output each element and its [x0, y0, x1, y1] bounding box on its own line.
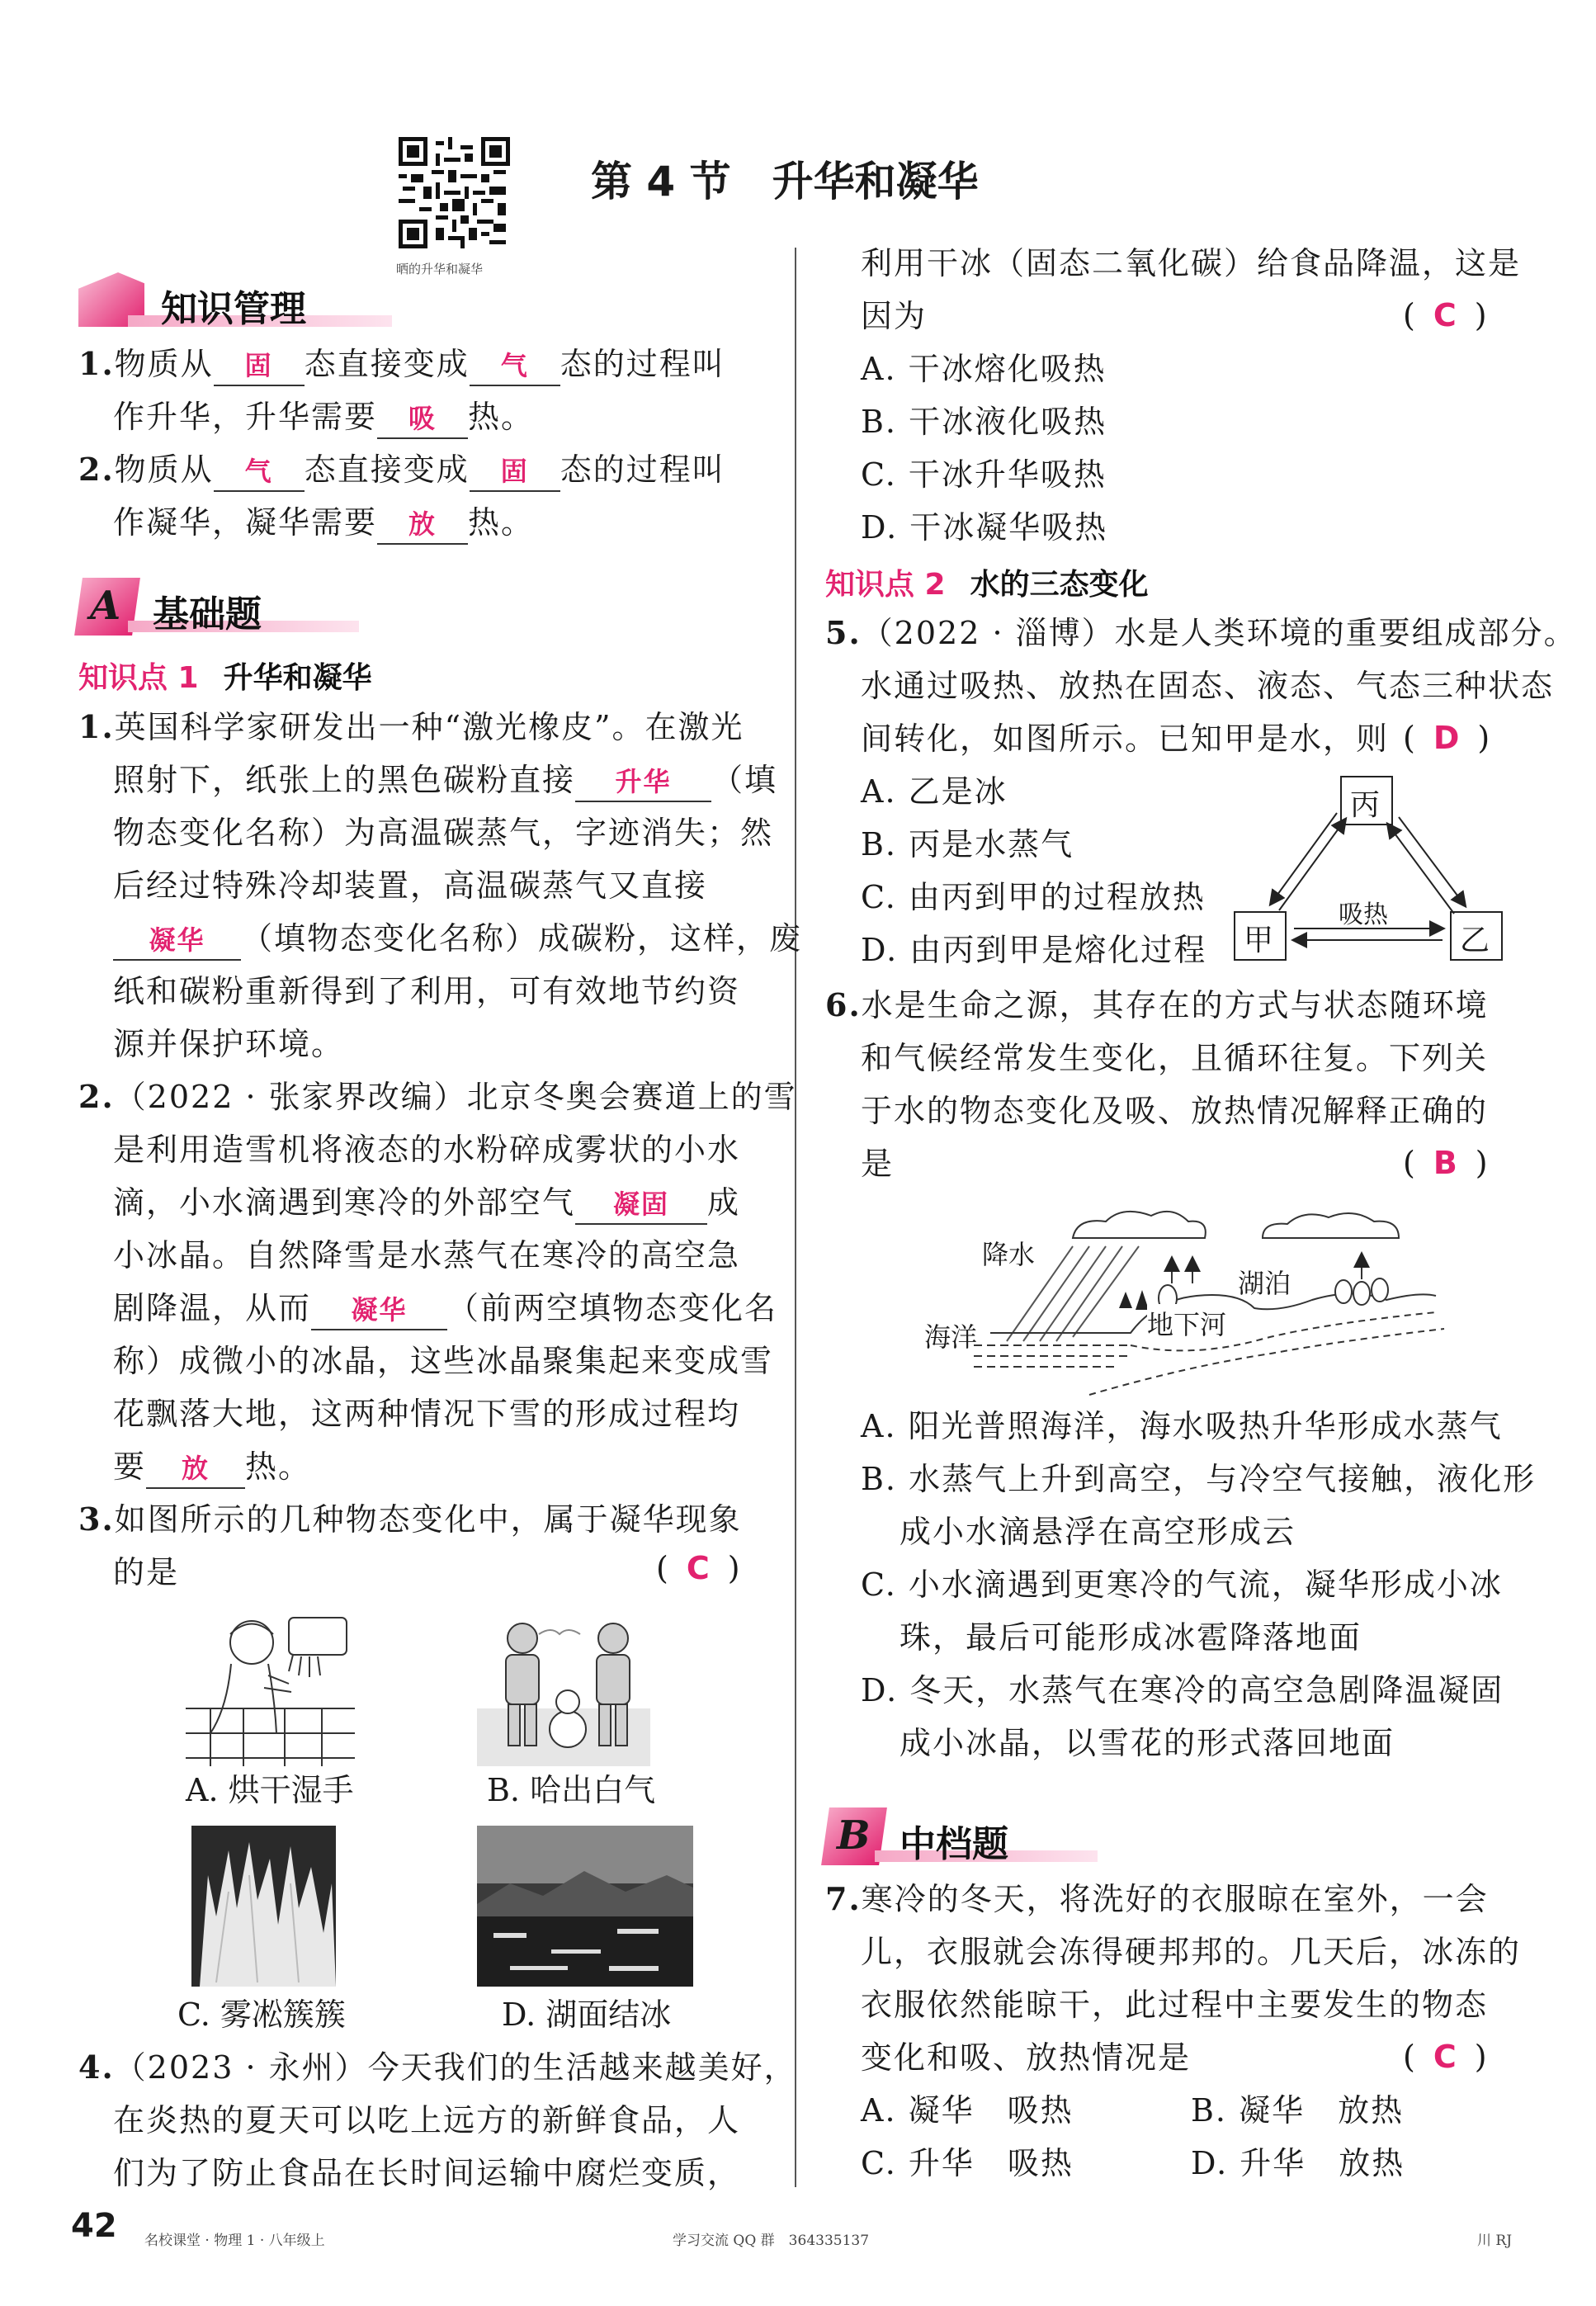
answer: 气: [500, 350, 529, 381]
q7-option-d: D. 升华 放热: [1191, 2145, 1405, 2181]
answer: 放: [408, 508, 437, 540]
q5-answer: ( D ): [1403, 720, 1490, 756]
q6-option-b: B. 水蒸气上升到高空，与冷空气接触，液化形: [861, 1461, 1537, 1497]
section-a-letter: A: [90, 583, 121, 629]
q6-option-c-cont: 珠，最后可能形成冰雹降落地面: [900, 1619, 1362, 1656]
q3-caption-a: A. 烘干湿手: [186, 1772, 354, 1808]
q1-line-5: 凝华 （填物态变化名称）成碳粉，这样，废: [113, 919, 802, 961]
q6-option-d: D. 冬天，水蒸气在寒冷的高空急剧降温凝固: [861, 1672, 1504, 1708]
image-dry-hands: [177, 1609, 363, 1766]
answer: 吸: [408, 403, 437, 434]
q6-line-3: 于水的物态变化及吸、放热情况解释正确的: [861, 1093, 1489, 1129]
answer: 升华: [615, 766, 672, 797]
q6-line-1: 6.水是生命之源，其存在的方式与状态随环境: [825, 986, 1489, 1023]
figure-label-rain: 降水: [982, 1239, 1036, 1270]
figure-label-ocean: 海洋: [924, 1321, 978, 1353]
q5-option-d: D. 由丙到甲是熔化过程: [861, 932, 1207, 968]
q7-line-4: 变化和吸、放热情况是: [861, 2039, 1192, 2076]
q4-line-4: 利用干冰（固态二氧化碳）给食品降温，这是: [861, 245, 1522, 281]
q7-option-b: B. 凝华 放热: [1191, 2092, 1405, 2129]
figure-label-lake: 湖泊: [1238, 1268, 1291, 1299]
q5-option-c: C. 由丙到甲的过程放热: [861, 879, 1206, 915]
q2-line-1: 2.（2022 · 张家界改编）北京冬奥会赛道上的雪: [78, 1078, 797, 1115]
knowledge-point-1: 知识点 1 升华和凝华: [78, 661, 372, 695]
q7-answer: ( C ): [1403, 2039, 1487, 2075]
section-b-letter: B: [837, 1812, 871, 1859]
diagram-node-left: 甲: [1244, 924, 1274, 957]
q7-line-2: 儿，衣服就会冻得硬邦邦的。几天后，冰冻的: [861, 1934, 1522, 1970]
answer: 凝华: [149, 924, 205, 956]
q6-line-4: 是: [861, 1146, 895, 1182]
q4-option-d: D. 干冰凝华吸热: [861, 509, 1108, 546]
q6-option-a: A. 阳光普照海洋，海水吸热升华形成水蒸气: [861, 1408, 1503, 1444]
answer: 固: [500, 456, 529, 487]
knowledge-item-1-cont: 作升华，升华需要 吸 热。: [113, 398, 534, 439]
q5-line-1: 5.（2022 · 淄博）水是人类环境的重要组成部分。: [825, 614, 1577, 651]
q4-answer: ( C ): [1403, 297, 1487, 333]
q7-line-3: 衣服依然能晾干，此过程中主要发生的物态: [861, 1987, 1489, 2023]
q7-option-a: A. 凝华 吸热: [861, 2092, 1074, 2129]
knowledge-heading-title: 知识管理: [161, 288, 306, 330]
knowledge-point-2: 知识点 2 水的三态变化: [825, 568, 1149, 602]
q5-option-b: B. 丙是水蒸气: [861, 826, 1074, 862]
q4-option-a: A. 干冰熔化吸热: [861, 351, 1107, 387]
answer: 凝华: [351, 1294, 408, 1325]
water-cycle-figure: [924, 1201, 1452, 1399]
q3-caption-c: C. 雾凇簇簇: [177, 1996, 346, 2033]
footer-book: 名校课堂 · 物理 1 · 八年级上: [144, 2233, 325, 2249]
section-b-heading: [825, 1807, 1106, 1865]
column-divider: [795, 248, 796, 2187]
knowledge-item-2-cont: 作凝华，凝华需要 放 热。: [113, 503, 534, 545]
q6-option-b-cont: 成小水滴悬浮在高空形成云: [900, 1514, 1296, 1550]
diagram-node-top: 丙: [1350, 788, 1381, 822]
q2-line-6: 称）成微小的冰晶，这些冰晶聚集起来变成雪: [113, 1343, 774, 1379]
q6-answer: ( B ): [1403, 1145, 1488, 1181]
diagram-arrow-label: 吸热: [1339, 900, 1388, 929]
q1-line-7: 源并保护环境。: [113, 1026, 345, 1062]
q4-option-c: C. 干冰升华吸热: [861, 456, 1107, 493]
q6-option-c: C. 小水滴遇到更寒冷的气流，凝华形成小冰: [861, 1566, 1503, 1603]
qr-caption: 晒的升华和凝华: [396, 262, 484, 276]
q4-line-2: 在炎热的夏天可以吃上远方的新鲜食品，人: [113, 2102, 741, 2138]
q4-option-b: B. 干冰液化吸热: [861, 404, 1107, 440]
q7-option-c: C. 升华 吸热: [861, 2145, 1074, 2181]
q1-line-2: 照射下，纸张上的黑色碳粉直接 升华 （填: [113, 761, 777, 802]
q4-line-3: 们为了防止食品在长时间运输中腐烂变质，: [113, 2155, 741, 2191]
q6-option-d-cont: 成小冰晶，以雪花的形式落回地面: [900, 1725, 1395, 1761]
q2-line-2: 是利用造雪机将液态的水粉碎成雾状的小水: [113, 1132, 741, 1168]
knowledge-item-1: 1.物质从 固 态直接变成 气 态的过程叫: [78, 345, 725, 386]
q2-line-3: 滴，小水滴遇到寒冷的外部空气 凝固 成: [113, 1184, 740, 1225]
q2-line-8: 要 放 热。: [113, 1448, 311, 1489]
q1-line-1: 1.英国科学家研发出一种“激光橡皮”。在激光: [78, 708, 744, 745]
figure-label-river: 地下河: [1147, 1304, 1226, 1342]
q3-caption-b: B. 哈出白气: [487, 1772, 656, 1808]
image-breath: [477, 1609, 650, 1766]
q3-line-2: 的是: [113, 1554, 180, 1590]
answer: 凝固: [613, 1188, 670, 1220]
page-number: 42: [71, 2207, 117, 2245]
section-b-title: 中档题: [900, 1823, 1008, 1865]
q1-line-4: 后经过特殊冷却装置，高温碳蒸气又直接: [113, 867, 708, 904]
q3-caption-d: D. 湖面结冰: [502, 1996, 672, 2033]
diagram-node-right: 乙: [1460, 924, 1490, 957]
q2-line-5: 剧降温，从而 凝华 （前两空填物态变化名: [113, 1289, 777, 1330]
section-a-heading: [78, 578, 359, 636]
qr-code[interactable]: [399, 137, 510, 248]
q2-line-7: 花飘落大地，这两种情况下雪的形成过程均: [113, 1396, 741, 1432]
q7-line-1: 7.寒冷的冬天，将洗好的衣服晾在室外，一会: [825, 1880, 1489, 1917]
q6-line-2: 和气候经常发生变化，且循环往复。下列关: [861, 1040, 1489, 1076]
q2-line-4: 小冰晶。自然降雪是水蒸气在寒冷的高空急: [113, 1237, 741, 1273]
footer-qq: 学习交流 QQ 群 364335137: [673, 2233, 870, 2249]
page-title: 第 4 节 升华和凝华: [591, 158, 979, 206]
q3-answer: ( C ): [656, 1550, 740, 1586]
q5-option-a: A. 乙是冰: [861, 773, 1008, 810]
q5-line-2: 水通过吸热、放热在固态、液态、气态三种状态: [861, 668, 1555, 704]
footer-edition: 川 RJ: [1477, 2233, 1513, 2249]
knowledge-heading: [78, 272, 351, 330]
knowledge-item-2: 2.物质从 气 态直接变成 固 态的过程叫: [78, 451, 725, 492]
q1-line-6: 纸和碳粉重新得到了利用，可有效地节约资: [113, 973, 741, 1009]
q5-line-3: 间转化，如图所示。已知甲是水，则: [861, 721, 1390, 757]
answer: 固: [244, 350, 273, 381]
q4-line-5: 因为: [861, 298, 928, 334]
state-change-diagram: [1230, 772, 1510, 970]
q3-line-1: 3.如图所示的几种物态变化中，属于凝华现象: [78, 1500, 742, 1538]
q1-line-3: 物态变化名称）为高温碳蒸气，字迹消失；然: [113, 815, 774, 851]
answer: 气: [244, 456, 273, 487]
image-frozen-lake: [477, 1826, 693, 1987]
answer: 放: [182, 1453, 210, 1484]
q4-line-1: 4.（2023 · 永州）今天我们的生活越来越美好，: [78, 2048, 797, 2086]
section-a-title: 基础题: [153, 593, 262, 636]
image-rime: [191, 1826, 336, 1987]
